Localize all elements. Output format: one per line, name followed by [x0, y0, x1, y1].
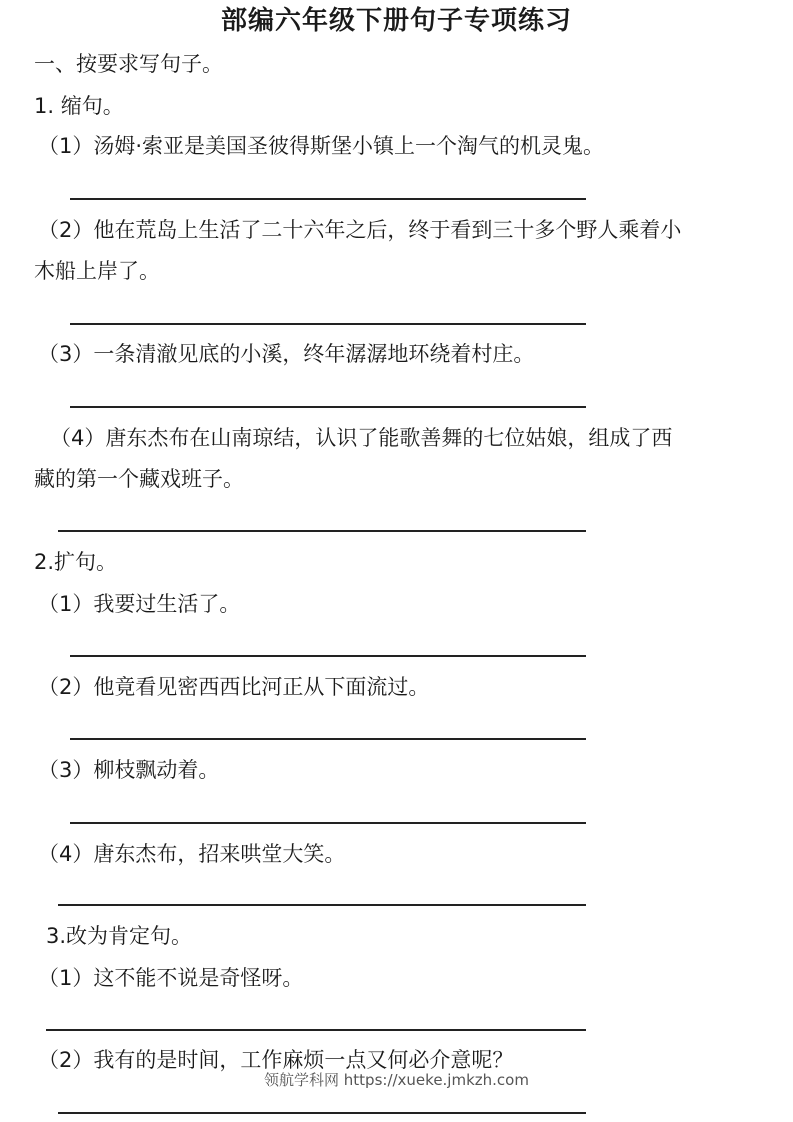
question-text: （4）唐东杰布在山南琼结，认识了能歌善舞的七位姑娘，组成了西 [50, 426, 673, 450]
answer-line[interactable] [70, 655, 586, 657]
question-text: （1）这不能不说是奇怪呀。 [38, 966, 304, 990]
question-text: （2）他竟看见密西西比河正从下面流过。 [38, 675, 430, 699]
question-text-continued: 藏的第一个藏戏班子。 [34, 467, 244, 491]
group-heading-affirmative: 3.改为肯定句。 [46, 924, 193, 948]
question-text: （3）一条清澈见底的小溪，终年潺潺地环绕着村庄。 [38, 342, 535, 366]
section-heading: 一、按要求写句子。 [34, 52, 223, 76]
question-text: （3）柳枝飘动着。 [38, 758, 220, 782]
answer-line[interactable] [70, 323, 586, 325]
answer-line[interactable] [46, 1029, 586, 1031]
group-heading-expand: 2.扩句。 [34, 550, 118, 574]
group-heading-shrink: 1. 缩句。 [34, 94, 124, 118]
answer-line[interactable] [70, 406, 586, 408]
answer-line[interactable] [58, 1112, 586, 1114]
question-text: （2）我有的是时间，工作麻烦一点又何必介意呢？ [38, 1048, 514, 1072]
question-text: （4）唐东杰布，招来哄堂大笑。 [38, 842, 346, 866]
answer-line[interactable] [70, 198, 586, 200]
answer-line[interactable] [70, 822, 586, 824]
page-title: 部编六年级下册句子专项练习 [220, 6, 572, 36]
answer-line[interactable] [70, 738, 586, 740]
footer-watermark: 领航学科网 https://xueke.jmkzh.com [264, 1071, 529, 1089]
question-text: （1）汤姆·索亚是美国圣彼得斯堡小镇上一个淘气的机灵鬼。 [38, 134, 605, 158]
question-text-continued: 木船上岸了。 [34, 259, 160, 283]
question-text: （1）我要过生活了。 [38, 592, 241, 616]
answer-line[interactable] [58, 530, 586, 532]
question-text: （2）他在荒岛上生活了二十六年之后，终于看到三十多个野人乘着小 [38, 218, 682, 242]
answer-line[interactable] [58, 904, 586, 906]
